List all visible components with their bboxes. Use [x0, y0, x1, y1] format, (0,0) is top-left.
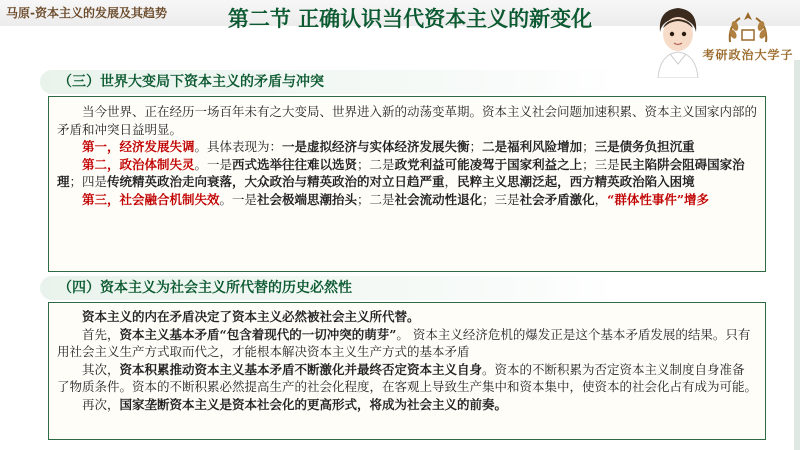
point1-bold2: 二是福利风险增加 — [482, 139, 583, 154]
laurel-icon — [700, 8, 796, 48]
point2-bold3: 民主陷阱会阻碍国家治理 — [57, 156, 745, 189]
section4-summary: 资本主义的内在矛盾决定了资本主义必然被社会主义所代替。 — [82, 309, 420, 324]
point2-label: 第二，政治体制失灵 — [82, 156, 195, 172]
point3-label: 第三，社会融合机制失效 — [82, 191, 220, 207]
p1-text: 。 资本主义经济危机的爆发正是这个基本矛盾发展的结果。只有用社会主义生产方式取而代之，才能根本解决资本主义生产方式的基本矛盾 — [57, 326, 751, 359]
side-decoration — [794, 60, 800, 450]
p1-lead: 首先， — [82, 326, 120, 342]
point1-label: 第一，经济发展失调 — [82, 139, 195, 154]
point3-red-highlight: “群体性事件”增多 — [607, 191, 710, 207]
point1-sep: ； — [582, 139, 595, 154]
section3-point1 — [57, 138, 757, 156]
p2-text: 。资本的不断积累为否定资本主义制度自身准备了物质条件。资本的不断积累必然提高生产的社会化程度，在客观上导致生产集中和资本集中，使资本的社会化占有成为可能。 — [57, 361, 758, 394]
page-title: 第二节 正确认识当代资本主义的新变化 — [227, 6, 593, 31]
p2-bold: 资本积累推动资本主义基本矛盾不断激化并最终否定资本主义自身 — [119, 361, 483, 377]
section4-point1 — [57, 326, 757, 361]
section3-box — [48, 96, 766, 272]
section4-point2 — [57, 361, 757, 396]
point2-sep: ；三是 — [582, 156, 620, 172]
point1-sep: ； — [469, 139, 483, 154]
point1-text: 。具体表现为： — [194, 139, 283, 154]
point2-bold5: 民粹主义思潮泛起，西方精英政治陷入困境 — [457, 174, 695, 189]
point2-sep: ；四是 — [69, 174, 108, 189]
point2-text: 。一是 — [194, 156, 233, 172]
section3-intro: 当今世界、正在经历一场百年未有之大变局、世界进入新的动荡变革期。资本主义社会问题加速积累、资本主义国家内部的矛盾和冲突日益明显。 — [57, 104, 758, 137]
point2-sep: ， — [444, 174, 458, 189]
point3-bold2: 社会流动性退化 — [394, 191, 483, 207]
point1-bold3: 三是债务负担沉重 — [594, 139, 695, 154]
mascot-avatar — [650, 2, 706, 78]
point3-bold3: 社会矛盾激化 — [519, 191, 595, 207]
brand-logo — [700, 8, 796, 74]
point3-bold1: 社会极端思潮抬头 — [257, 191, 358, 207]
point3-sep: ；二是 — [357, 191, 395, 207]
point1-bold1: 一是虚拟经济与实体经济发展失衡 — [282, 139, 470, 154]
point2-sep: ；二是 — [357, 156, 395, 172]
point3-sep: ；三是 — [482, 191, 520, 207]
section3-heading: （三）世界大变局下资本主义的矛盾与冲突 — [40, 70, 618, 94]
point2-bold1: 西式选举往往难以选贤 — [232, 156, 358, 172]
p3-lead: 再次， — [82, 396, 120, 412]
course-label: 马原-资本主义的发展及其趋势 — [6, 6, 167, 20]
p1-bold: 资本主义基本矛盾“包含着现代的一切冲突的萌芽” — [119, 326, 397, 342]
section4-box — [48, 302, 766, 440]
p3-bold: 国家垄断资本主义是资本社会化的更高形式，将成为社会主义的前奏。 — [119, 396, 508, 412]
logo-text: 考研政治大学子 — [702, 48, 794, 62]
section3-point2 — [57, 156, 757, 191]
point2-bold4: 传统精英政治走向衰落，大众政治与精英政治的对立日趋严重 — [107, 174, 445, 189]
section4-heading: （四）资本主义为社会主义所代替的历史必然性 — [40, 276, 618, 300]
section3-point3 — [57, 191, 757, 209]
point3-sep: ， — [594, 191, 608, 207]
section4-point3 — [57, 396, 757, 414]
point2-bold2: 政党利益可能凌驾于国家利益之上 — [394, 156, 583, 172]
p2-lead: 其次， — [82, 361, 120, 377]
point3-text: 。一是 — [219, 191, 258, 207]
